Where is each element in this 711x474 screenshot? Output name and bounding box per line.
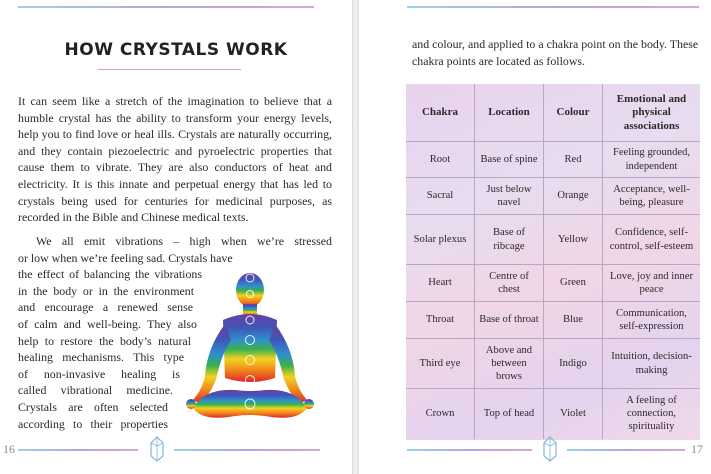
book-gutter: [352, 0, 359, 474]
table-row: [406, 142, 700, 178]
table-row: [406, 265, 700, 302]
cell-associations: Confidence, self-control, self-esteem: [603, 215, 701, 265]
header-chakra: Chakra: [406, 84, 475, 142]
header-associations: Emotional and physical associations: [603, 84, 701, 142]
cell-colour: Yellow: [544, 215, 603, 265]
paragraph-line: We all emit vibrations – high when we’re stressed: [36, 234, 332, 248]
header-colour: Colour: [544, 84, 603, 142]
cell-location: Above and between brows: [475, 339, 544, 389]
cell-associations: Acceptance, well-being, pleasure: [603, 178, 701, 215]
header-location: Location: [475, 84, 544, 142]
cell-chakra: Heart: [406, 265, 475, 302]
cell-chakra: Solar plexus: [406, 215, 475, 265]
paragraph-line: of non-invasive healing is: [18, 366, 180, 381]
paragraph-line: according to their properties: [18, 416, 168, 431]
paragraph-line: help to restore the body’s natural: [18, 333, 191, 348]
chakra-table: [406, 84, 700, 439]
cell-location: Base of throat: [475, 302, 544, 339]
right-page: [359, 0, 711, 474]
paragraph-line: or low when we’re feeling sad. Crystals have: [18, 250, 233, 265]
bottom-decorative-line-right: [567, 449, 685, 451]
table-row: [406, 389, 700, 439]
cell-colour: Violet: [544, 389, 603, 439]
bottom-decorative-line-right: [174, 449, 320, 451]
table-row: [406, 215, 700, 265]
top-decorative-line: [407, 6, 699, 8]
bottom-decorative-line-left: [18, 449, 138, 451]
cell-chakra: Third eye: [406, 339, 475, 389]
bottom-decorative-line-left: [407, 449, 532, 451]
cell-colour: Indigo: [544, 339, 603, 389]
table-row: [406, 178, 700, 215]
cell-chakra: Crown: [406, 389, 475, 439]
cell-associations: Love, joy and inner peace: [603, 265, 701, 302]
table-header-row: [406, 84, 700, 142]
cell-associations: Intuition, decision-making: [603, 339, 701, 389]
crystal-icon: [543, 436, 557, 462]
paragraph-line: the effect of balancing the vibrations: [18, 267, 202, 282]
cell-location: Centre of chest: [475, 265, 544, 302]
body-paragraph-1: It can seem like a stretch of the imagination to believe that a humble crystal has the ability to transform your energy levels, help you to find love or heal ills. Crystals are naturally occurring, and they contain piezoelectric and pyroelectric properties that cause them to vibrate. They are also conductors of heat and electricity. It is this innate and perpetual energy that has led to crystals being used for centuries for medicinal purposes, as recorded in the Bible and Chinese medical texts.: [18, 94, 332, 225]
cell-associations: Feeling grounded, independent: [603, 142, 701, 178]
cell-colour: Red: [544, 142, 603, 178]
heading-underline: [98, 69, 241, 70]
cell-location: Base of ribcage: [475, 215, 544, 265]
paragraph-line: healing mechanisms. This type: [18, 350, 184, 365]
paragraph-line: of calm and well-being. They also: [18, 316, 197, 331]
page-number: 16: [3, 442, 15, 456]
cell-chakra: Sacral: [406, 178, 475, 215]
cell-location: Just below navel: [475, 178, 544, 215]
cell-colour: Blue: [544, 302, 603, 339]
section-heading: HOW CRYSTALS WORK: [64, 40, 288, 60]
cell-location: Base of spine: [475, 142, 544, 178]
crystal-icon: [150, 436, 164, 462]
left-page: [0, 0, 352, 474]
paragraph-line: called vibrational medicine.: [18, 383, 173, 398]
cell-chakra: Root: [406, 142, 475, 178]
paragraph-line: in the body or in the environment: [18, 283, 194, 298]
top-decorative-line: [18, 6, 314, 8]
table-row: [406, 302, 700, 339]
cell-colour: Orange: [544, 178, 603, 215]
cell-chakra: Throat: [406, 302, 475, 339]
paragraph-line: Crystals are often selected: [18, 399, 168, 414]
intro-paragraph: and colour, and applied to a chakra point on the body. These chakra points are located as follows.: [412, 37, 699, 68]
table-row: [406, 339, 700, 389]
cell-associations: Communication, self-expression: [603, 302, 701, 339]
meditating-figure-illustration: [185, 268, 315, 438]
cell-associations: A feeling of connection, spirituality: [603, 389, 701, 439]
cell-colour: Green: [544, 265, 603, 302]
page-number: 17: [691, 442, 703, 456]
paragraph-line: and encourage a renewed sense: [18, 300, 193, 315]
cell-location: Top of head: [475, 389, 544, 439]
